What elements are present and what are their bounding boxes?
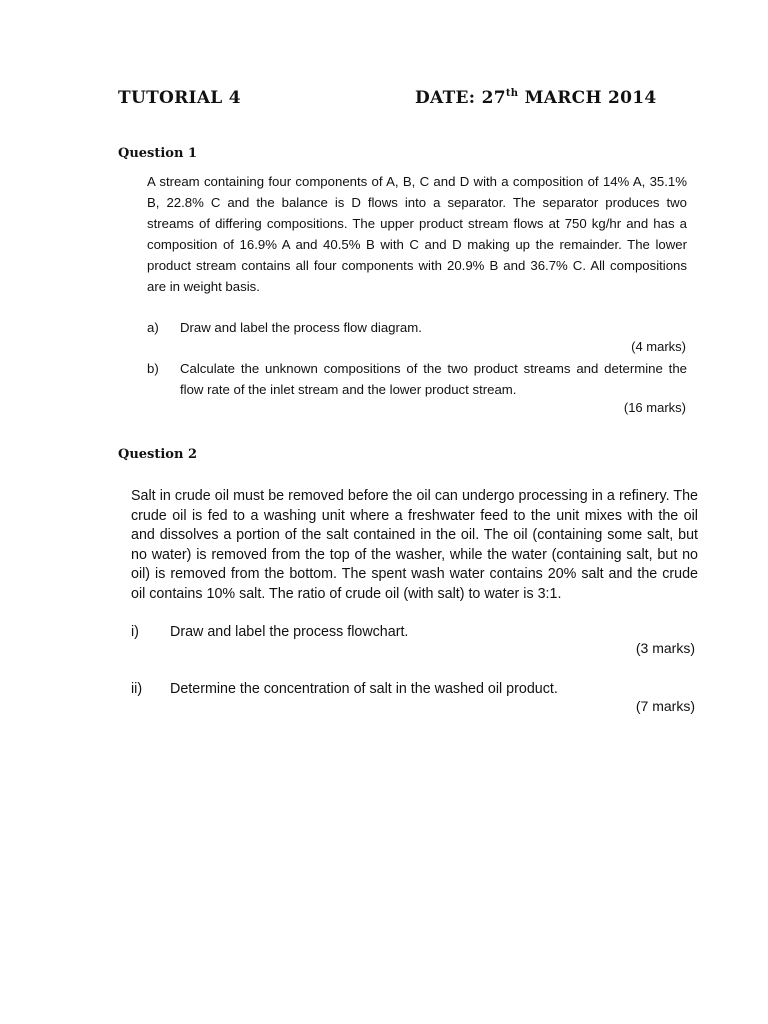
question-2-body: Salt in crude oil must be removed before the oil can undergo processing in a refinery. The crude oil is fed to a washing unit where a freshwater feed to the unit mixes with the oil and dissolves a portion of the salt contained in the oil. The oil (containing some salt, but no water) is removed from the top of the washer, while the water (containing salt, but no oil) is removed from the bottom. The spent wash water contains 20% salt and the crude oil contains 10% salt. The ratio of crude oil (with salt) to water is 3:1. xyxy=(131,488,698,602)
date-superscript: th xyxy=(505,88,519,99)
part-label: ii) xyxy=(131,681,143,697)
part-label: i) xyxy=(131,624,139,640)
part-text: Calculate the unknown compositions of the two product streams and determine the flow rate of the inlet stream and the lower product stream. xyxy=(180,361,687,397)
tutorial-date xyxy=(415,88,657,108)
tutorial-title: TUTORIAL 4 xyxy=(118,88,241,108)
part-text: Draw and label the process flowchart. xyxy=(170,624,409,640)
question-1-part-b-marks: (16 marks) xyxy=(623,400,686,415)
part-label: b) xyxy=(147,361,159,376)
date-suffix: MARCH 2014 xyxy=(518,88,657,108)
question-2-part-i-marks: (3 marks) xyxy=(635,640,695,656)
question-1-part-a-marks: (4 marks) xyxy=(631,339,686,354)
question-1-body: A stream containing four components of A, B, C and D with a composition of 14% A, 35.1% B, 22.8% C and the balance is D flows into a separator. The separator produces two streams of differing compositions. The upper product stream flows at 750 kg/hr and has a composition of 16.9% A and 40.5% B with C and D making up the remainder. The lower product stream contains all four components with 20.9% B and 36.7% C. All compositions are in weight basis. xyxy=(147,174,687,294)
question-2-part-ii-marks: (7 marks) xyxy=(635,698,695,714)
question-1-heading: Question 1 xyxy=(118,146,198,161)
date-prefix: DATE: 27 xyxy=(415,88,506,108)
part-text: Draw and label the process flow diagram. xyxy=(180,320,422,335)
part-text: Determine the concentration of salt in the washed oil product. xyxy=(170,681,558,697)
part-label: a) xyxy=(147,320,159,335)
question-2-heading: Question 2 xyxy=(118,447,198,462)
